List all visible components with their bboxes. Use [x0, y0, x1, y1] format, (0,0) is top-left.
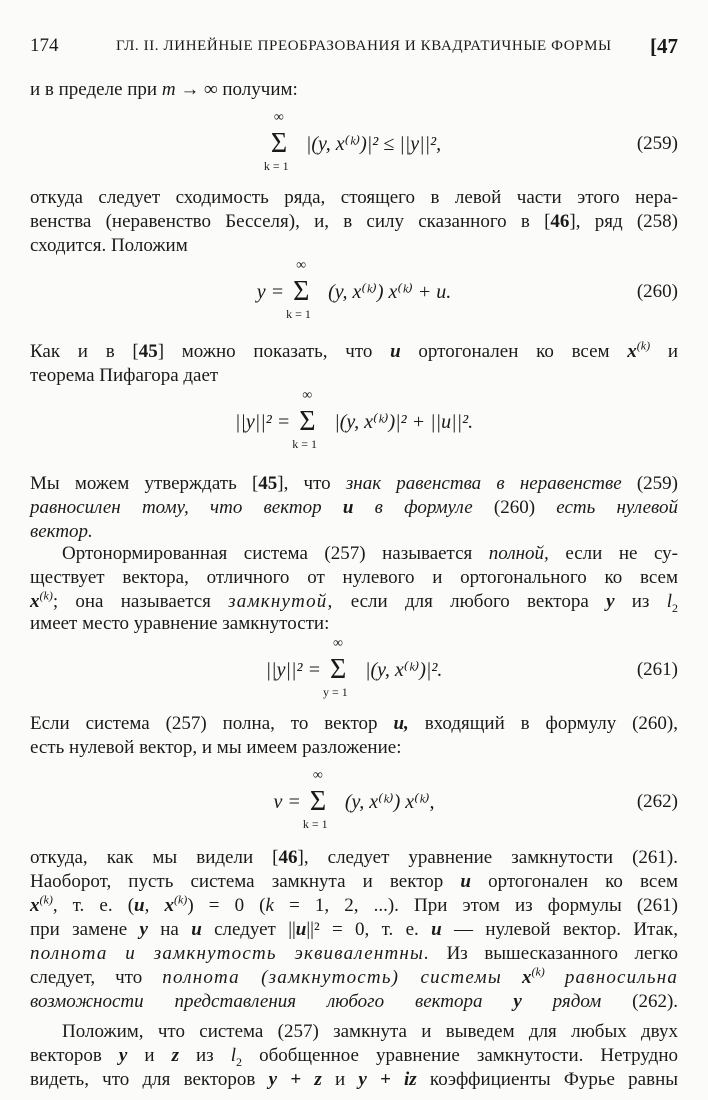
text-line: венства (неравенство Бесселя), и, в силу сказанного в [46], ряд (258) — [30, 211, 679, 232]
section-number: [47 — [650, 34, 678, 58]
sum-symbol: ∞ Σ k = 1 — [302, 768, 328, 831]
text-line: Как и в [45] можно показать, что u ортогонален ко всем $x^{(k)}$ и — [30, 338, 678, 362]
text-line: теорема Пифагора дает — [30, 365, 219, 386]
text-line: Ортонормированная система (257) называется полной, если не су- — [62, 543, 678, 564]
text-line: $x^{(k)}$, т. е. (u, $x^{(k)}) = 0$ (k = 1, 2, ...). При этом из формулы (261) — [30, 892, 679, 916]
text-line: полнота и замкнутость эквивалентны. Из вышесказанного легко — [30, 943, 678, 964]
equation-260: y = ∞ Σ k = 1 (y, x⁽ᵏ⁾) x⁽ᵏ⁾ + u. (260) — [256, 258, 678, 321]
text-line: Положим, что система (257) замкнута и выведем для любых двух — [62, 1021, 678, 1042]
page-header — [30, 34, 678, 58]
equation-259: ∞ Σ k = 1 |(y, x⁽ᵏ⁾)|² ≤ ||y||², (259) — [263, 110, 678, 173]
equation-number: (259) — [636, 133, 678, 154]
text-line: ществует вектора, отличного от нулевого и ортогонального ко всем — [30, 567, 678, 588]
running-title: ГЛ. II. ЛИНЕЙНЫЕ ПРЕОБРАЗОВАНИЯ И КВАДРАТИЧНЫЕ ФОРМЫ — [116, 38, 612, 54]
text-line: и в пределе при m → ∞ получим: — [30, 79, 298, 100]
text-line: вектор. — [30, 521, 93, 542]
sum-symbol: ∞ Σ k = 1 — [263, 110, 289, 173]
equation-pythagoras: ||y||² = ∞ Σ k = 1 |(y, x⁽ᵏ⁾)|² + ||u||². — [234, 388, 474, 451]
text-line: Наоборот, пусть система замкнута и вектор u ортогонален ко всем — [30, 871, 679, 892]
page-number: 174 — [30, 35, 59, 56]
text-line: имеет место уравнение замкнутости: — [30, 613, 330, 634]
sum-symbol: ∞ Σ y = 1 — [322, 636, 348, 699]
text-line: есть нулевой вектор, и мы имеем разложение: — [30, 737, 402, 758]
text-line: Мы можем утверждать [45], что знак равенства в неравенстве (259) — [30, 473, 678, 494]
equation-number: (261) — [636, 659, 678, 680]
equation-number: (262) — [636, 791, 678, 812]
text-line: $x^{(k)}$; она называется замкнутой, если для любого вектора y из $l_2$ — [30, 588, 678, 615]
text-line: при замене y на u следует ||u||² = 0, т. е. u — нулевой вектор. Итак, — [30, 919, 678, 940]
text-line: векторов y и z из $l_2$ обобщенное уравнение замкнутости. Нетрудно — [30, 1045, 679, 1069]
text-line: равносилен тому, что вектор u в формуле (260) есть нулевой — [30, 497, 679, 518]
text-line: возможности представления любого вектора y рядом (262). — [30, 991, 679, 1012]
equation-262: v = ∞ Σ k = 1 (y, x⁽ᵏ⁾) x⁽ᵏ⁾, (262) — [273, 768, 678, 831]
sum-symbol: ∞ Σ k = 1 — [286, 258, 311, 321]
equation-261: ||y||² = ∞ Σ y = 1 |(y, x⁽ᵏ⁾)|². (261) — [265, 636, 678, 699]
text-line: откуда следует сходимость ряда, стоящего в левой части этого нера- — [30, 187, 678, 208]
equation-number: (260) — [636, 281, 678, 302]
text-line: откуда, как мы видели [46], следует уравнение замкнутости (261). — [30, 847, 679, 868]
text-line: сходится. Положим — [30, 235, 188, 256]
sum-symbol: ∞ Σ k = 1 — [292, 388, 318, 451]
text-line: следует, что полнота (замкнутость) системы $x^{(k)}$ равносильна — [30, 964, 679, 988]
text-line: видеть, что для векторов y + z и y + iz коэффициенты Фурье равны — [30, 1069, 679, 1090]
text-line: Если система (257) полна, то вектор u, входящий в формулу (260), — [30, 713, 679, 734]
